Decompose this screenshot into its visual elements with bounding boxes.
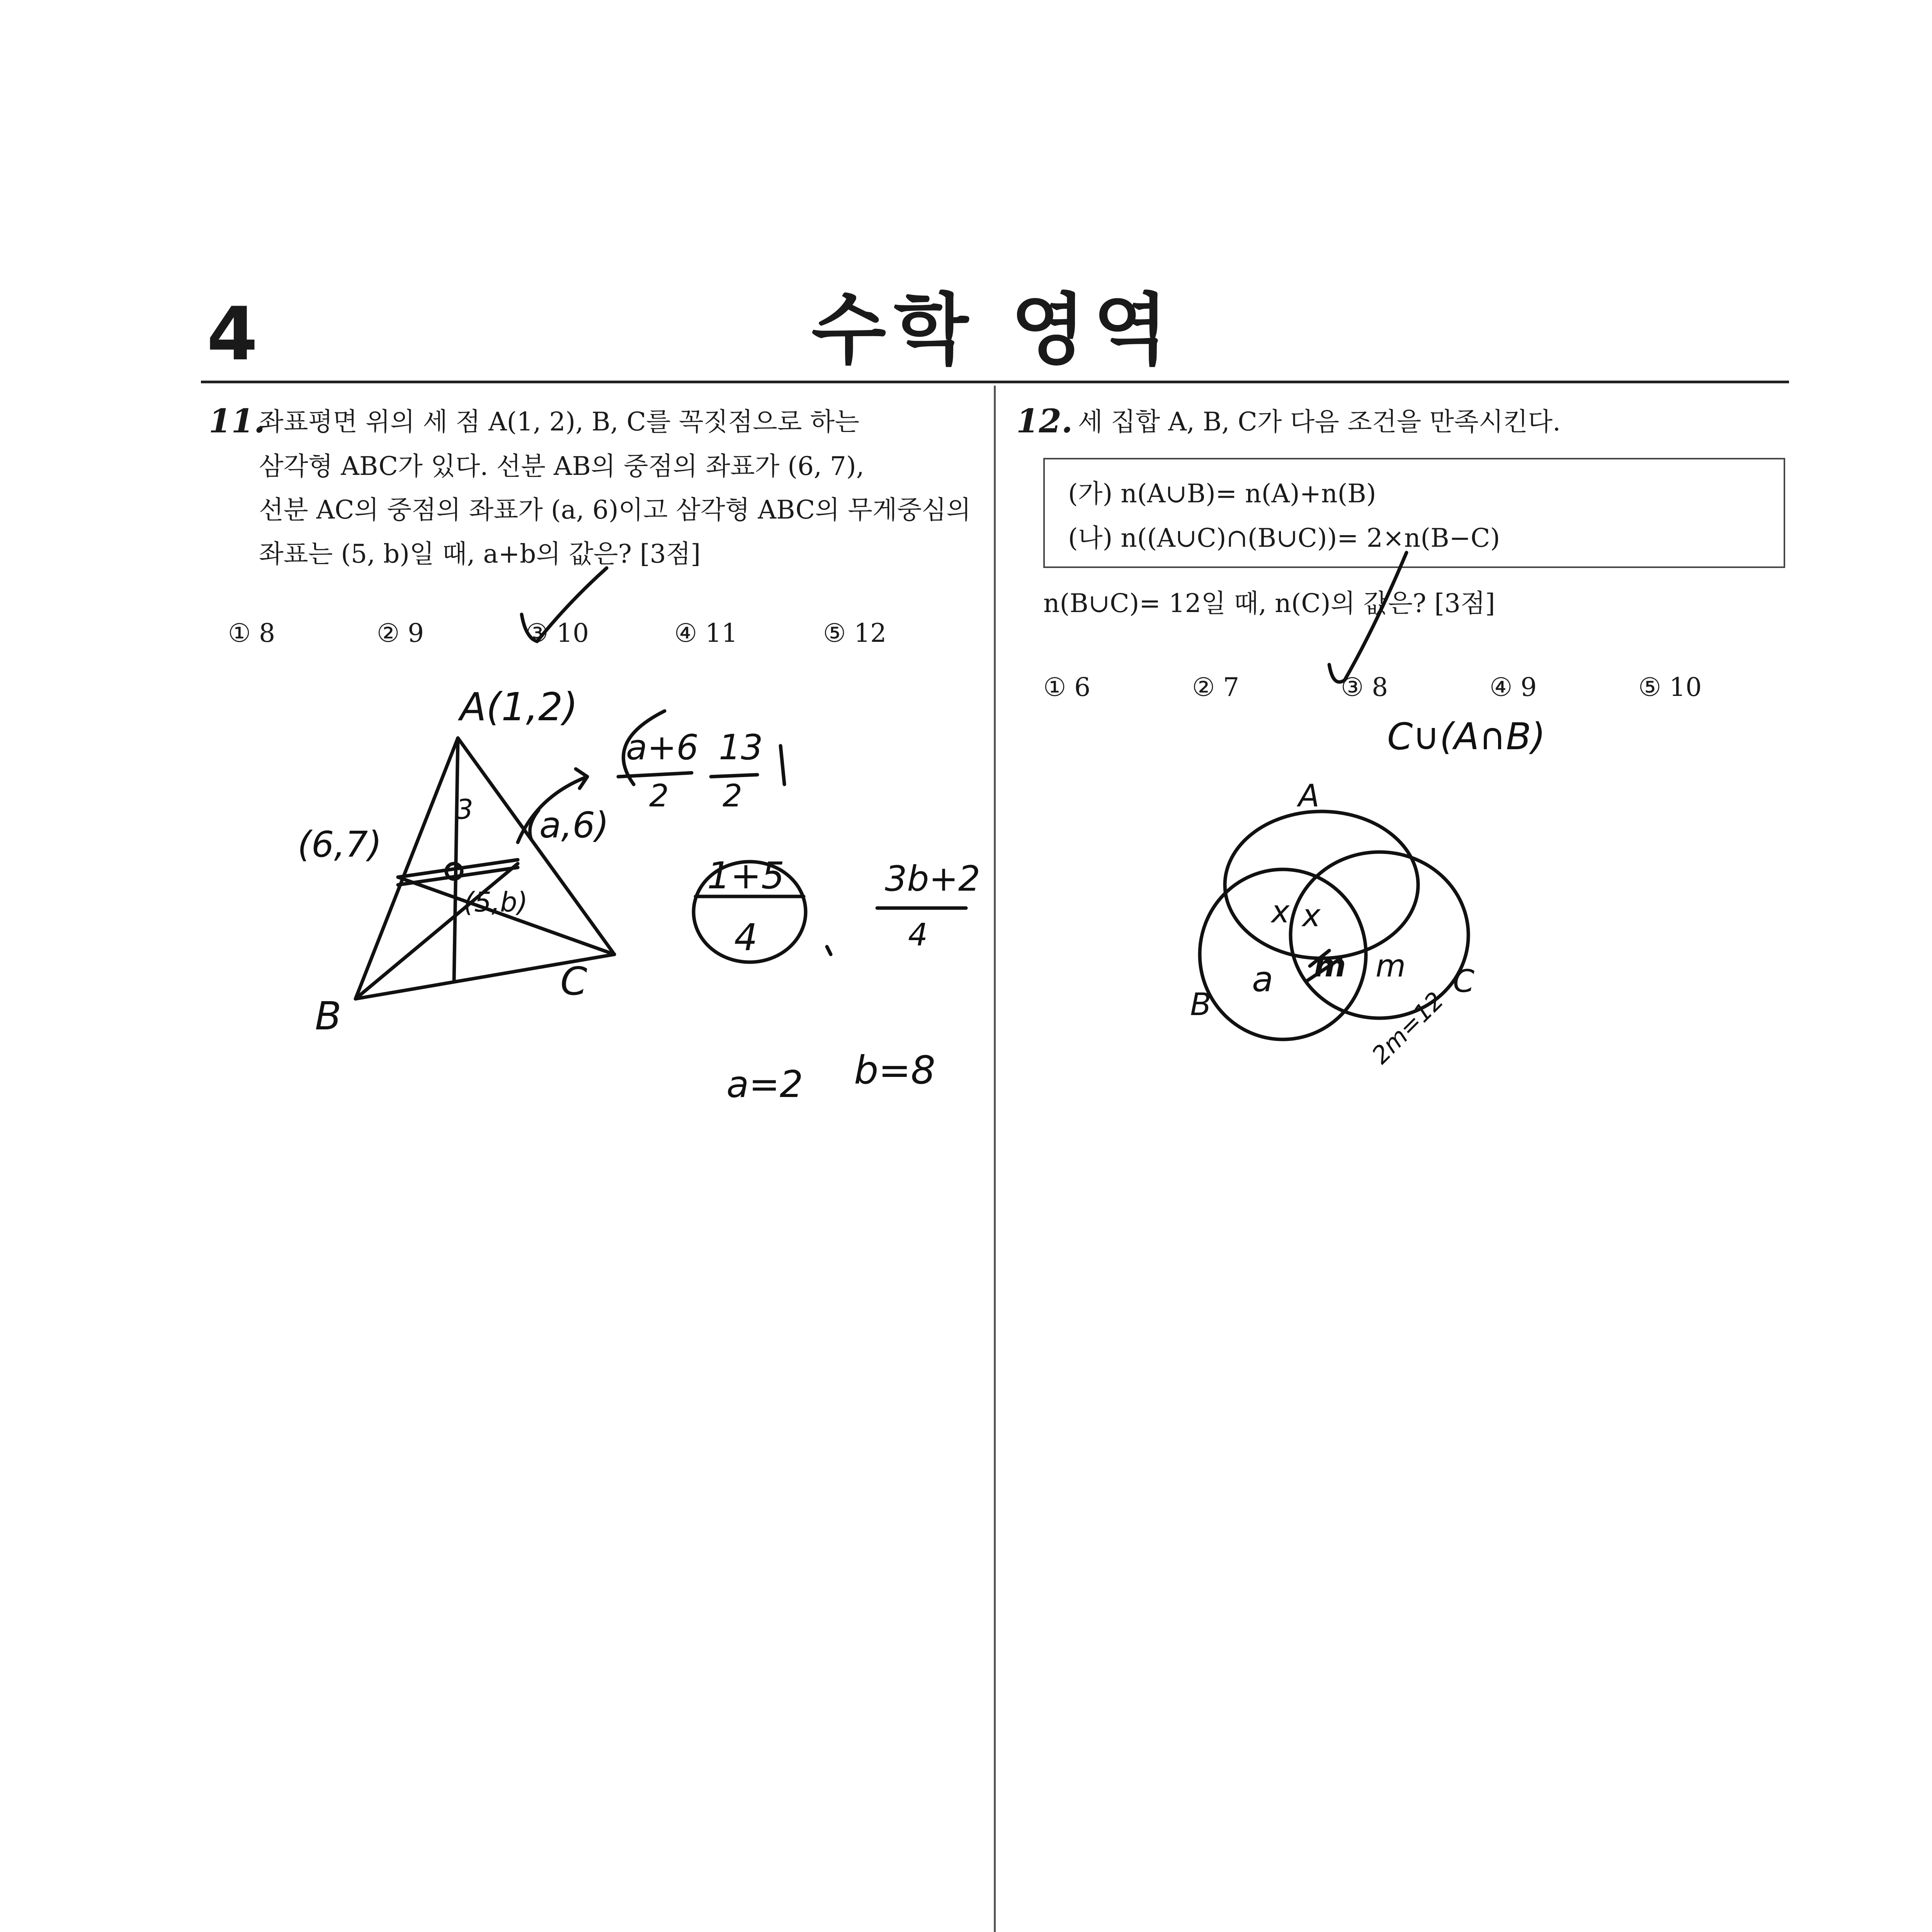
page-number: 4	[207, 291, 258, 377]
q11-hw-frac4-num: 3b+2	[885, 859, 981, 899]
q12-hw-label-a: A	[1298, 778, 1320, 814]
q12-hw-region-m: m	[1314, 948, 1346, 984]
condition-a: (가) n(A∪B)= n(A)+n(B)	[1068, 479, 1376, 509]
q12-venn-a	[1225, 811, 1418, 958]
q12-hw-region-m2: m	[1376, 948, 1406, 984]
q12-hw-label-c: C	[1453, 963, 1475, 999]
question-12-line-1: 세 집합 A, B, C가 다음 조건을 만족시킨다.	[1078, 407, 1561, 437]
q12-hw-label-b: B	[1190, 986, 1211, 1022]
q11-hw-frac2-den: 2	[723, 778, 742, 814]
q11-choice-3[interactable]: ③ 10	[526, 618, 589, 648]
question-11-line-3: 선분 AC의 중점의 좌표가 (a, 6)이고 삼각형 ABC의 무게중심의	[259, 495, 971, 525]
q12-choice-4[interactable]: ④ 9	[1490, 672, 1537, 702]
q11-choice-2[interactable]: ② 9	[377, 618, 424, 648]
q11-hw-label-centroid: (5,b)	[464, 886, 528, 918]
question-12-ask-line: n(B∪C)= 12일 때, n(C)의 값은? [3점]	[1043, 588, 1495, 618]
question-11-line-4: 좌표는 (5, b)일 때, a+b의 값은? [3점]	[259, 539, 701, 569]
q11-hw-frac3-den: 4	[734, 917, 758, 959]
question-12-number: 12.	[1016, 402, 1073, 440]
q11-hw-result-b: b=8	[854, 1048, 935, 1093]
q11-median-c	[355, 864, 518, 999]
q11-tick	[827, 947, 831, 954]
q12-hw-note-bottom: 2m=12	[1366, 986, 1449, 1070]
q11-hw-result-a: a=2	[726, 1063, 803, 1106]
q11-hw-label-ac-mid: (a,6)	[526, 804, 609, 846]
q12-hw-region-x2: x	[1302, 898, 1321, 934]
q12-choice-5[interactable]: ⑤ 10	[1638, 672, 1702, 702]
q11-hw-frac4-den: 4	[908, 917, 928, 953]
q11-choice-5[interactable]: ⑤ 12	[823, 618, 887, 648]
q12-hw-region-x1: x	[1271, 894, 1290, 930]
q11-hw-label-c: C	[560, 959, 587, 1004]
page-title: 수학 영역	[811, 285, 1176, 375]
q11-frac2-bar	[711, 775, 757, 777]
q12-check-mark	[1329, 553, 1406, 682]
q12-choice-3[interactable]: ③ 8	[1341, 672, 1388, 702]
q11-hw-label-ab-mid: (6,7)	[298, 824, 382, 865]
q11-hw-frac3-num: 1+5	[707, 855, 785, 897]
q12-choice-2[interactable]: ② 7	[1192, 672, 1240, 702]
q11-choice-4[interactable]: ④ 11	[674, 618, 738, 648]
question-11-line-2: 삼각형 ABC가 있다. 선분 AB의 중점의 좌표가 (6, 7),	[259, 451, 864, 481]
q12-hw-note-top: C∪(A∩B)	[1387, 716, 1546, 758]
q11-hw-label-a: A(1,2)	[460, 684, 578, 730]
question-11-number: 11.	[209, 402, 265, 440]
q11-frac-tail	[781, 746, 784, 784]
q11-hw-frac1-den: 2	[649, 778, 669, 814]
q12-venn-c	[1291, 852, 1468, 1018]
q11-median-a	[454, 738, 458, 981]
q11-hw-frac1-num: a+6	[626, 727, 699, 768]
q11-hw-frac2-num: 13	[719, 727, 763, 768]
q12-choice-1[interactable]: ① 6	[1043, 672, 1091, 702]
condition-b: (나) n((A∪C)∩(B∪C))= 2×n(B−C)	[1068, 523, 1500, 553]
q12-hw-region-a: a	[1252, 959, 1274, 1000]
q11-choice-1[interactable]: ① 8	[228, 618, 276, 648]
q11-hw-mark-3: 3	[456, 794, 473, 825]
q11-check-mark	[522, 568, 607, 641]
q11-hw-label-b: B	[315, 993, 342, 1039]
question-11-line-1: 좌표평면 위의 세 점 A(1, 2), B, C를 꼭짓점으로 하는	[259, 407, 859, 437]
